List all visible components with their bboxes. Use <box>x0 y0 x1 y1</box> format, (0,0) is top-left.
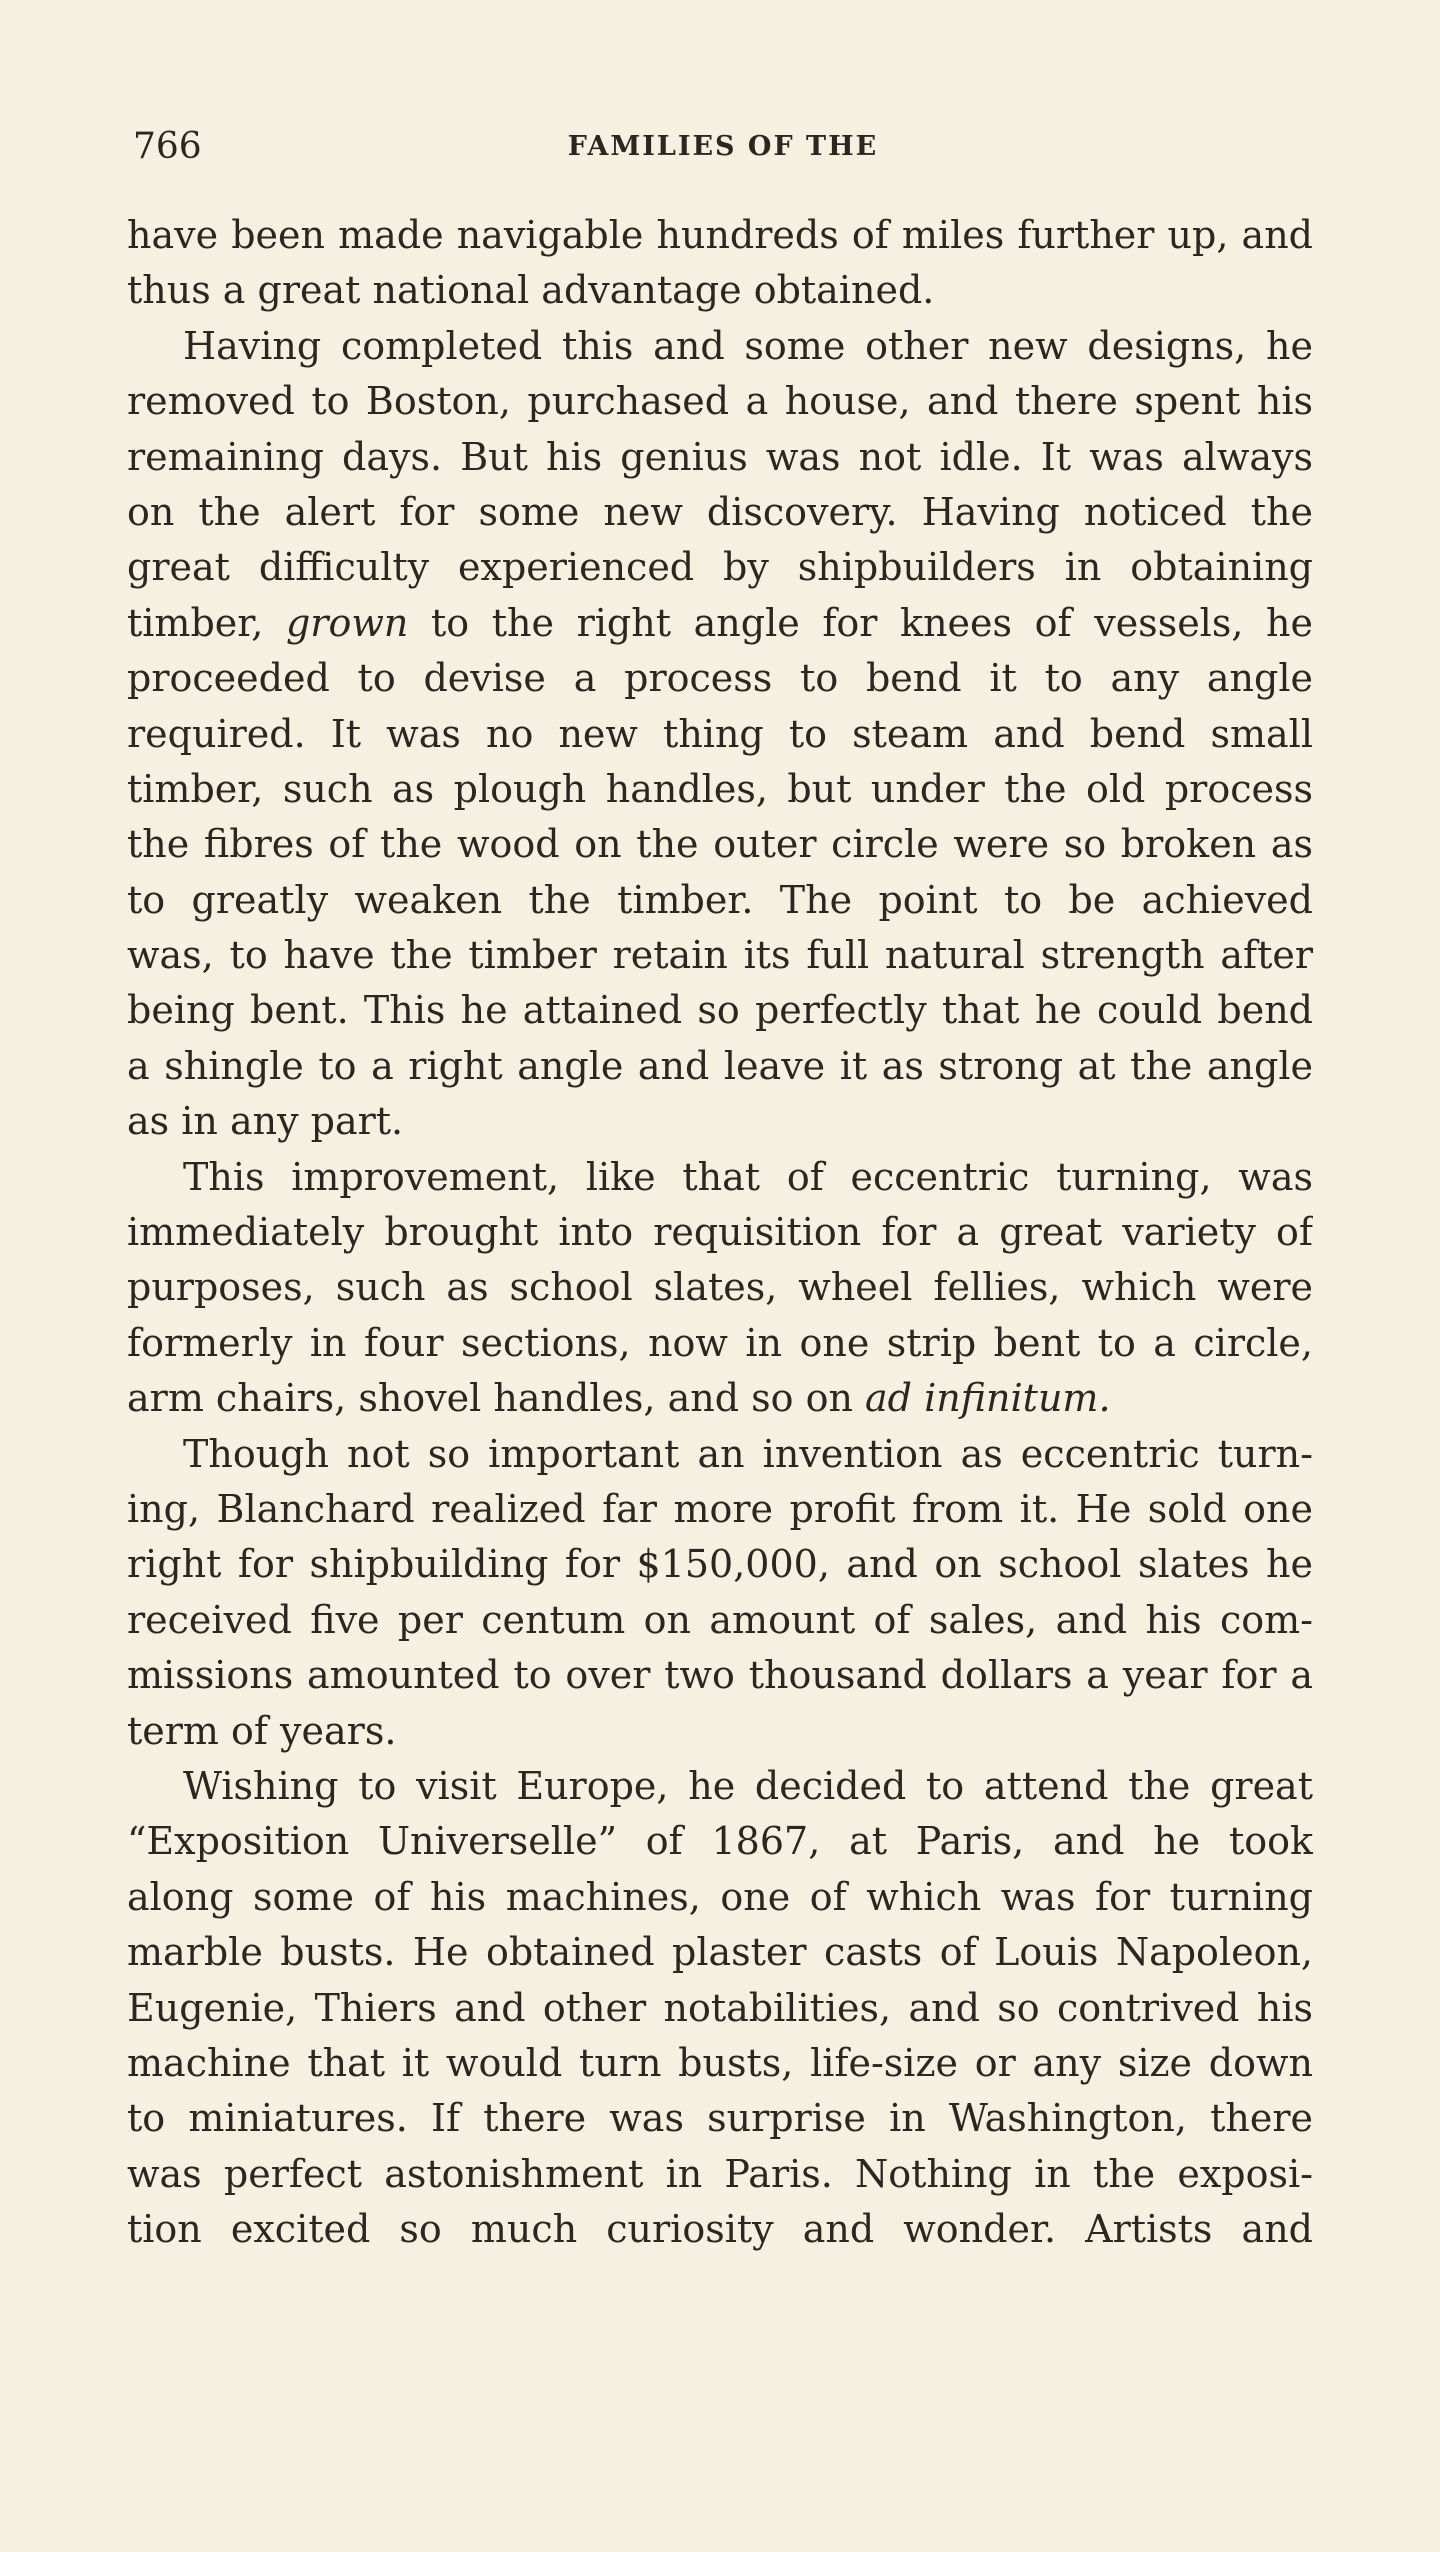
running-head: FAMILIES OF THE <box>567 131 879 162</box>
text-line: term of years. <box>127 1708 397 1753</box>
text-line: Eugenie, Thiers and other notabilities, and so contrived his <box>127 1985 1313 2030</box>
text-line <box>127 596 1313 651</box>
text-line: ing, Blanchard realized far more profit from it. He sold one <box>127 1486 1313 1531</box>
text-line: required. It was no new thing to steam and bend small <box>127 711 1313 756</box>
text-line: a shingle to a right angle and leave it as strong at the angle <box>127 1043 1313 1088</box>
text-line: Though not so important an invention as eccentric turn- <box>183 1431 1313 1476</box>
text-line: removed to Boston, purchased a house, and there spent his <box>127 379 1313 424</box>
text-line: the fibres of the wood on the outer circle were so broken as <box>127 822 1313 867</box>
text-line: right for shipbuilding for $150,000, and on school slates he <box>127 1542 1313 1587</box>
text-line: to miniatures. If there was surprise in Washington, there <box>127 2096 1313 2141</box>
page-number: 766 <box>133 126 202 167</box>
text-fragment: to the right angle for knees of vessels, he <box>408 600 1313 645</box>
page-header <box>133 122 1313 172</box>
italic-phrase: ad infinitum. <box>865 1376 1111 1421</box>
text-line: Wishing to visit Europe, he decided to attend the great <box>183 1763 1313 1808</box>
text-line: marble busts. He obtained plaster casts of Louis Napoleon, <box>127 1930 1313 1975</box>
body-text <box>127 208 1313 2257</box>
text-line: as in any part. <box>127 1099 404 1144</box>
text-line: immediately brought into requisition for a great variety of <box>127 1210 1313 1255</box>
text-line: timber, such as plough handles, but under the old process <box>127 766 1313 811</box>
text-fragment: timber, <box>127 600 286 645</box>
text-line <box>127 1371 1313 1426</box>
text-line: along some of his machines, one of which was for turning <box>127 1874 1313 1919</box>
text-line: on the alert for some new discovery. Having noticed the <box>127 489 1313 534</box>
text-line: thus a great national advantage obtained. <box>127 268 935 313</box>
text-line: great difficulty experienced by shipbuilders in obtaining <box>127 545 1313 590</box>
text-line: proceeded to devise a process to bend it to any angle <box>127 656 1313 701</box>
text-line: Having completed this and some other new designs, he <box>183 323 1313 368</box>
text-line: machine that it would turn busts, life-size or any size down <box>127 2040 1313 2085</box>
text-line: have been made navigable hundreds of miles further up, and <box>127 213 1313 257</box>
text-line: formerly in four sections, now in one strip bent to a circle, <box>127 1320 1313 1365</box>
text-line: remaining days. But his genius was not idle. It was always <box>127 434 1313 479</box>
text-line: missions amounted to over two thousand dollars a year for a <box>127 1653 1313 1698</box>
text-line: was perfect astonishment in Paris. Nothing in the exposi- <box>127 2151 1313 2196</box>
text-line: “Exposition Universelle” of 1867, at Paris, and he took <box>127 1819 1313 1864</box>
text-line: being bent. This he attained so perfectly that he could bend <box>127 988 1313 1033</box>
text-line: was, to have the timber retain its full natural strength after <box>127 933 1313 978</box>
text-line: tion excited so much curiosity and wonder. Artists and <box>127 2207 1313 2252</box>
text-line: to greatly weaken the timber. The point to be achieved <box>127 877 1313 922</box>
text-line: received five per centum on amount of sales, and his com- <box>127 1597 1313 1642</box>
text-line: purposes, such as school slates, wheel fellies, which were <box>127 1265 1313 1310</box>
text-fragment: arm chairs, shovel handles, and so on <box>127 1376 866 1421</box>
italic-word: grown <box>285 600 409 645</box>
text-line: This improvement, like that of eccentric turning, was <box>183 1154 1313 1199</box>
